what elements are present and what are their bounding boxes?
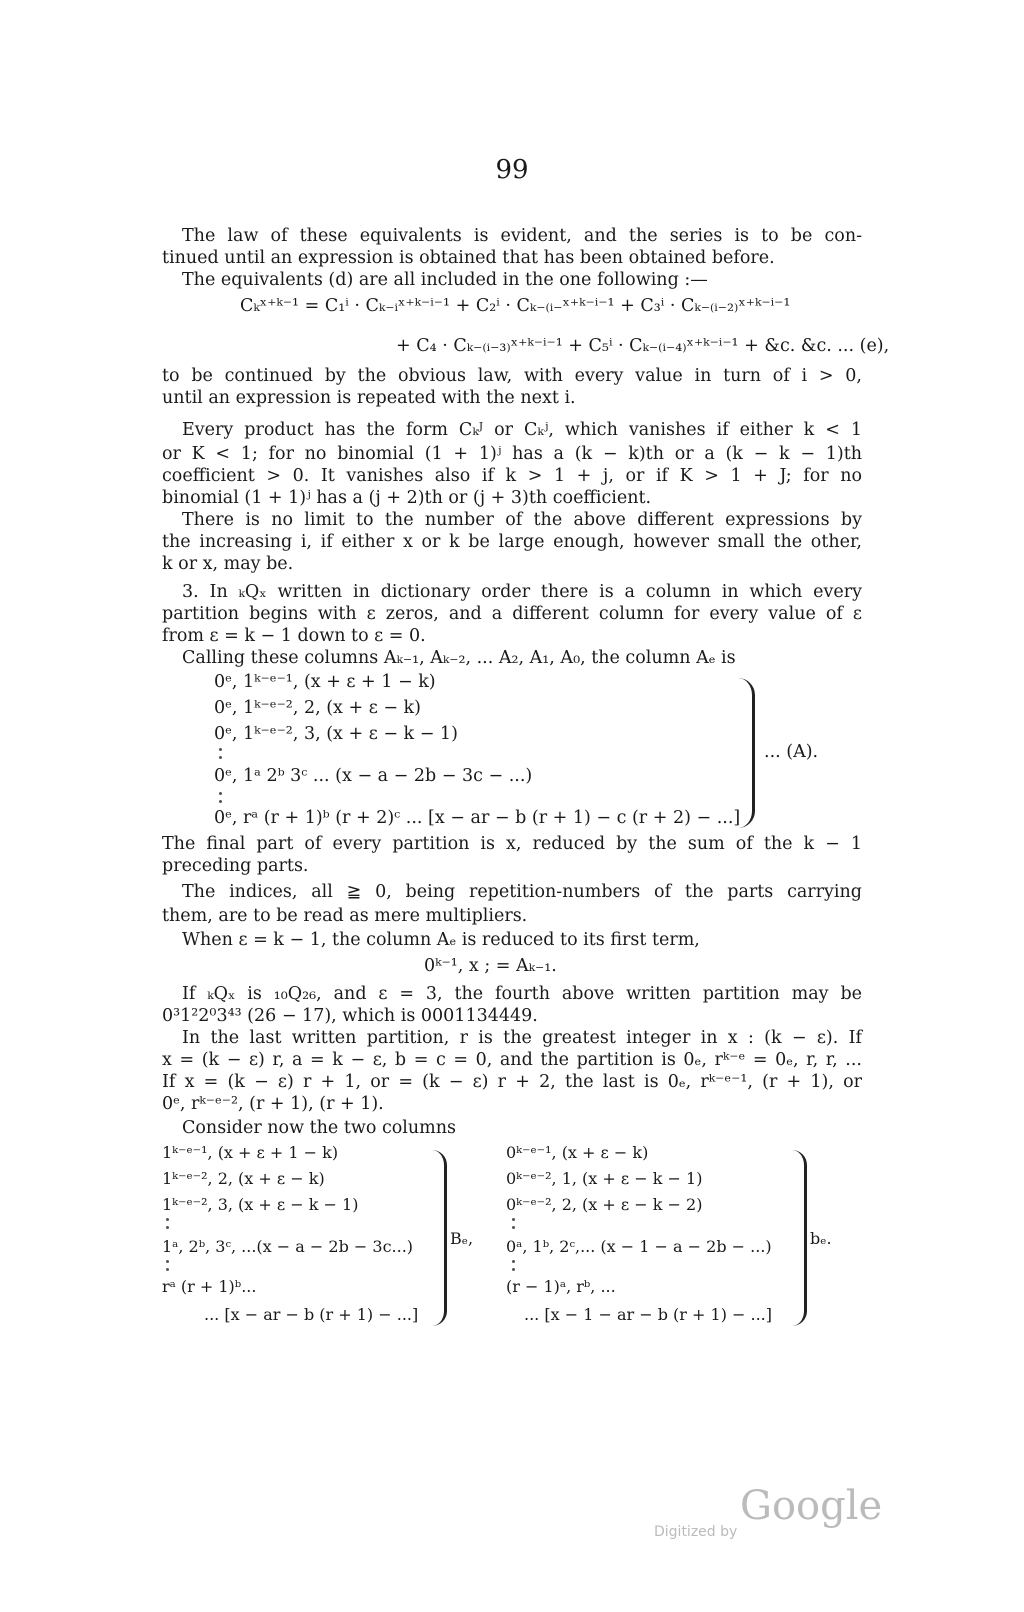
ellipsis-dot [166, 1260, 169, 1263]
column-b-brace [432, 1150, 447, 1326]
paragraph-2-intro: The equivalents (d) are all included in the one following :— [182, 270, 708, 290]
column-b-lower-label: bₑ. [810, 1229, 832, 1248]
paragraph-4-line-3: k or x, may be. [162, 554, 294, 574]
paragraph-6-line-3: The indices, all ≧ 0, being repetition-numbers of the parts carrying [182, 882, 862, 902]
column-b-lower-row-1: 0ᵏ⁻ᵉ⁻¹, (x + ε − k) [506, 1143, 649, 1162]
column-a-row-2: 0ᵉ, 1ᵏ⁻ᵉ⁻², 2, (x + ε − k) [214, 698, 421, 718]
column-a-row-3: 0ᵉ, 1ᵏ⁻ᵉ⁻², 3, (x + ε − k − 1) [214, 724, 458, 744]
paragraph-2-tail-line-2: until an expression is repeated with the next i. [162, 388, 576, 408]
paragraph-3-line-3: coefficient > 0. It vanishes also if k > 1 + j, or if K > 1 + J; for no [162, 466, 862, 486]
section-3-line-4: Calling these columns Aₖ₋₁, Aₖ₋₂, ... A₂, A₁, A₀, the column Aₑ is [182, 648, 736, 668]
paragraph-7-line-4: x = (k − ε) r, a = k − ε, b = c = 0, and the partition is 0ₑ, rᵏ⁻ᵉ = 0ₑ, r, r, ... [162, 1050, 862, 1070]
paragraph-6-line-1: The final part of every partition is x, reduced by the sum of the k − 1 [162, 834, 862, 854]
formula-e-line-1: Cₖˣ⁺ᵏ⁻¹ = C₁ⁱ · Cₖ₋ᵢˣ⁺ᵏ⁻ⁱ⁻¹ + C₂ⁱ · Cₖ₋₍ᵢ₋ˣ⁺ᵏ⁻ⁱ⁻¹ + C₃ⁱ · Cₖ₋₍ᵢ₋₂₎ˣ⁺ᵏ⁻ⁱ⁻¹ [240, 296, 791, 316]
column-b-row-1: 1ᵏ⁻ᵉ⁻¹, (x + ε + 1 − k) [162, 1143, 339, 1162]
paragraph-7-line-5: If x = (k − ε) r + 1, or = (k − ε) r + 2, the last is 0ₑ, rᵏ⁻ᵉ⁻¹, (r + 1), or [162, 1072, 862, 1092]
paragraph-7-line-3: In the last written partition, r is the greatest integer in x : (k − ε). If [182, 1028, 862, 1048]
column-b-lower-row-6: ... [x − 1 − ar − b (r + 1) − ...] [524, 1305, 773, 1324]
paragraph-4-line-1: There is no limit to the number of the above different expressions by [182, 510, 862, 530]
column-b-lower-row-3: 0ᵏ⁻ᵉ⁻², 2, (x + ε − k − 2) [506, 1195, 703, 1214]
ellipsis-dot [512, 1260, 515, 1263]
ellipsis-dot [219, 792, 222, 795]
column-a-row-1: 0ᵉ, 1ᵏ⁻ᵉ⁻¹, (x + ε + 1 − k) [214, 672, 436, 692]
column-a-row-4: 0ᵉ, 1ᵃ 2ᵇ 3ᶜ ... (x − a − 2b − 3c − ...) [214, 766, 533, 786]
column-a-row-5: 0ᵉ, rᵃ (r + 1)ᵇ (r + 2)ᶜ ... [x − ar − b (r + 1) − c (r + 2) − ...] [214, 808, 741, 828]
ellipsis-dot [219, 748, 222, 751]
ellipsis-dot [166, 1226, 169, 1229]
paragraph-6-line-2: preceding parts. [162, 856, 309, 876]
section-3-line-1: 3. In ₖQₓ written in dictionary order there is a column in which every [182, 582, 862, 602]
column-b-lower-row-4: 0ᵃ, 1ᵇ, 2ᶜ,... (x − 1 − a − 2b − ...) [506, 1237, 772, 1256]
paragraph-7-line-1: If ₖQₓ is ₁₀Q₂₆, and ε = 3, the fourth above written partition may be [182, 984, 862, 1004]
column-a-brace [738, 678, 755, 828]
ellipsis-dot [219, 756, 222, 759]
paragraph-7-line-6: 0ᵉ, rᵏ⁻ᵉ⁻², (r + 1), (r + 1). [162, 1094, 384, 1114]
column-b-row-2: 1ᵏ⁻ᵉ⁻², 2, (x + ε − k) [162, 1169, 325, 1188]
ellipsis-dot [166, 1268, 169, 1271]
column-b-row-5: rᵃ (r + 1)ᵇ... [162, 1277, 257, 1296]
column-b-lower-row-5: (r − 1)ᵃ, rᵇ, ... [506, 1277, 616, 1296]
column-b-row-4: 1ᵃ, 2ᵇ, 3ᶜ, ...(x − a − 2b − 3c...) [162, 1237, 414, 1256]
ellipsis-dot [512, 1226, 515, 1229]
paragraph-1-line-2: tinued until an expression is obtained that has been obtained before. [162, 248, 775, 268]
column-b-lower-brace [792, 1150, 807, 1326]
paragraph-7-line-2: 0³1²2⁰3⁴³ (26 − 17), which is 0001134449. [162, 1006, 538, 1026]
formula-a-k-minus-1: 0ᵏ⁻¹, x ; = Aₖ₋₁. [424, 956, 557, 976]
column-b-row-6: ... [x − ar − b (r + 1) − ...] [204, 1305, 419, 1324]
paragraph-7-line-7: Consider now the two columns [182, 1118, 456, 1138]
section-3-line-2: partition begins with ε zeros, and a different column for every value of ε [162, 604, 862, 624]
section-3-line-3: from ε = k − 1 down to ε = 0. [162, 626, 426, 646]
paragraph-6-line-5: When ε = k − 1, the column Aₑ is reduced to its first term, [182, 930, 700, 950]
ellipsis-dot [512, 1218, 515, 1221]
column-a-label: ... (A). [764, 742, 819, 762]
paragraph-3-line-1: Every product has the form Cₖᴶ or Cₖʲ, which vanishes if either k < 1 [182, 420, 862, 440]
ellipsis-dot [512, 1268, 515, 1271]
digitized-by-label: Digitized by [654, 1524, 738, 1540]
column-b-row-3: 1ᵏ⁻ᵉ⁻², 3, (x + ε − k − 1) [162, 1195, 359, 1214]
paragraph-1-line-1: The law of these equivalents is evident, and the series is to be con- [182, 226, 862, 246]
paragraph-2-tail-line-1: to be continued by the obvious law, with every value in turn of i > 0, [162, 366, 862, 386]
paragraph-4-line-2: the increasing i, if either x or k be large enough, however small the other, [162, 532, 862, 552]
paragraph-6-line-4: them, are to be read as mere multipliers. [162, 906, 528, 926]
column-b-lower-row-2: 0ᵏ⁻ᵉ⁻², 1, (x + ε − k − 1) [506, 1169, 703, 1188]
page-number: 99 [495, 155, 529, 185]
ellipsis-dot [219, 800, 222, 803]
column-b-label: Bₑ, [450, 1229, 474, 1248]
ellipsis-dot [166, 1218, 169, 1221]
paragraph-3-line-4: binomial (1 + 1)ʲ has a (j + 2)th or (j + 3)th coefficient. [162, 488, 652, 508]
paragraph-3-line-2: or K < 1; for no binomial (1 + 1)ʲ has a (k − k)th or a (k − k − 1)th [162, 444, 862, 464]
formula-e-line-2: + C₄ · Cₖ₋₍ᵢ₋₃₎ˣ⁺ᵏ⁻ⁱ⁻¹ + C₅ⁱ · Cₖ₋₍ᵢ₋₄₎ˣ⁺ᵏ⁻ⁱ⁻¹ + &c. &c. ... (e), [396, 336, 890, 356]
google-logo: Google [740, 1483, 883, 1529]
